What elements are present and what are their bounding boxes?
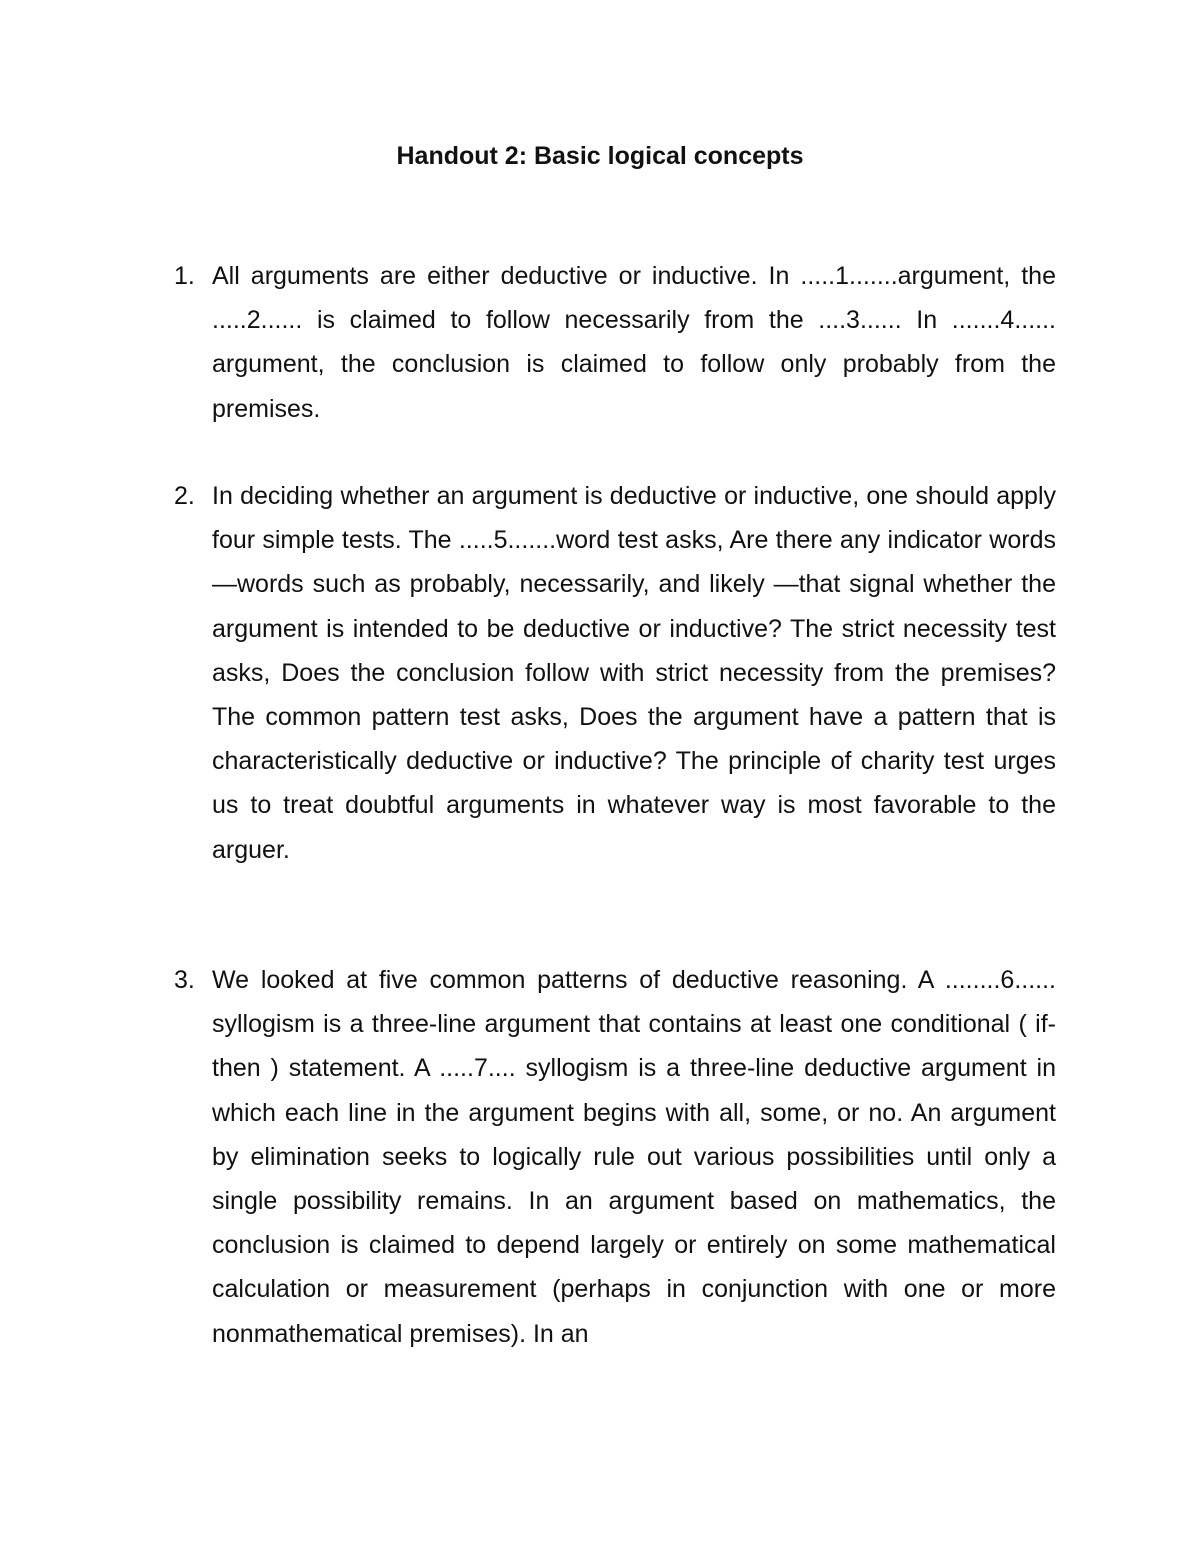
list-item-number: 3. (174, 966, 195, 994)
list-item-text: All arguments are either deductive or inductive. In .....1.......argument, the .....2...... is claimed to follow necessarily from the ....3...... In .......4...... argument, the conclusion is claimed to follow only probably from the premises. (212, 262, 1056, 423)
list-item (174, 958, 1056, 1356)
list-item-number: 2. (174, 482, 195, 510)
list-item-text: We looked at five common patterns of deductive reasoning. A ........6...... syllogism is a three-line argument that contains at least one conditional ( if-then ) statement. A .....7.... syllogism is a three-line deductive argument in which each line in the argument begins with all, some, or no. An argument by elimination seeks to logically rule out various possibilities until only a single possibility remains. In an argument based on mathematics, the conclusion is claimed to depend largely or entirely on some mathematical calculation or measurement (perhaps in conjunction with one or more nonmathematical premises). In an (212, 966, 1056, 1348)
list-item-text: In deciding whether an argument is deductive or inductive, one should apply four simple tests. The .....5.......word test asks, Are there any indicator words—words such as probably, necessarily, and likely —that signal whether the argument is intended to be deductive or inductive? The strict necessity test asks, Does the conclusion follow with strict necessity from the premises? The common pattern test asks, Does the argument have a pattern that is characteristically deductive or inductive? The principle of charity test urges us to treat doubtful arguments in whatever way is most favorable to the arguer. (212, 482, 1056, 864)
list-item (174, 474, 1056, 872)
page-title: Handout 2: Basic logical concepts (396, 142, 804, 170)
list-item-number: 1. (174, 262, 195, 290)
list-item (174, 254, 1056, 431)
